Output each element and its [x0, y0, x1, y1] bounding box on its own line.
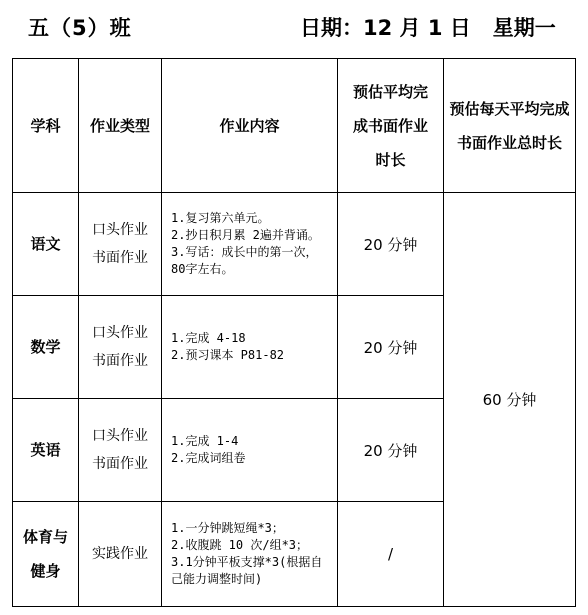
content-item: 1.一分钟跳短绳*3；	[171, 521, 284, 535]
content-cell	[162, 193, 338, 296]
type-cell	[79, 193, 162, 296]
content-item: 1.复习第六单元。	[171, 211, 270, 225]
subject-cell: 语文	[13, 193, 79, 296]
type-item: 书面作业	[92, 250, 148, 266]
duration-cell: /	[338, 502, 444, 607]
type-cell	[79, 399, 162, 502]
content-cell	[162, 399, 338, 502]
content-item: 2.预习课本 P81-82	[171, 348, 285, 362]
content-item: 1.完成 1-4	[171, 434, 239, 448]
class-title: 五（5）班	[28, 16, 132, 40]
content-cell	[162, 296, 338, 399]
col-header-content: 作业内容	[162, 59, 338, 193]
content-item: 2.抄日积月累 2遍并背诵。	[171, 228, 320, 242]
table-header-row	[13, 59, 576, 193]
subject-cell: 体育与健身	[13, 502, 79, 607]
type-item: 书面作业	[92, 353, 148, 369]
content-item: 3.1分钟平板支撑*3(根据自己能力调整时间)	[171, 555, 323, 586]
content-item: 3.写话：成长中的第一次，80字左右。	[171, 245, 318, 276]
date-line: 日期：12 月 1 日 星期一	[300, 16, 556, 40]
content-item: 2.收腹跳 10 次/组*3；	[171, 538, 309, 552]
content-cell	[162, 502, 338, 607]
type-cell	[79, 296, 162, 399]
type-item: 口头作业	[92, 325, 148, 341]
col-header-total: 预估每天平均完成书面作业总时长	[444, 59, 576, 193]
type-item: 书面作业	[92, 456, 148, 472]
content-item: 2.完成词组卷	[171, 451, 246, 465]
duration-cell: 20 分钟	[338, 296, 444, 399]
content-item: 1.完成 4-18	[171, 331, 246, 345]
homework-table	[12, 58, 576, 607]
duration-cell: 20 分钟	[338, 399, 444, 502]
col-header-duration: 预估平均完成书面作业时长	[338, 59, 444, 193]
subject-cell: 数学	[13, 296, 79, 399]
col-header-subject: 学科	[13, 59, 79, 193]
type-item: 口头作业	[92, 222, 148, 238]
col-header-type: 作业类型	[79, 59, 162, 193]
subject-cell: 英语	[13, 399, 79, 502]
type-item: 实践作业	[92, 546, 148, 562]
total-duration-cell: 60 分钟	[444, 193, 576, 607]
table-row	[13, 193, 576, 296]
type-item: 口头作业	[92, 428, 148, 444]
type-cell	[79, 502, 162, 607]
duration-cell: 20 分钟	[338, 193, 444, 296]
